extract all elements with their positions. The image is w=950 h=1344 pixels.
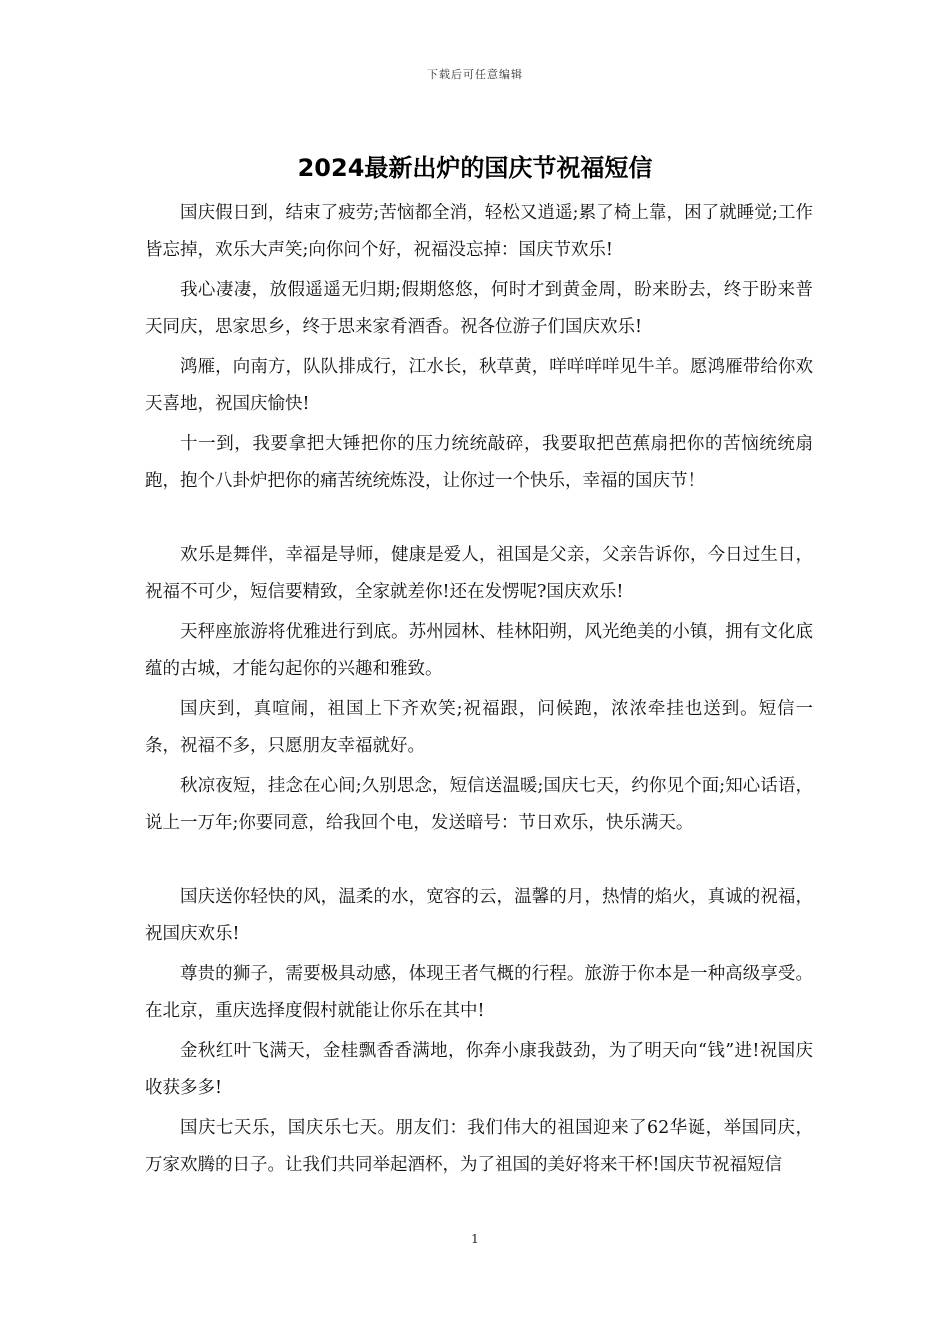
paragraph: 秋凉夜短，挂念在心间;久别思念，短信送温暖;国庆七天，约你见个面;知心话语，说上一万年;你要同意，给我回个电，发送暗号：节日欢乐，快乐满天。 xyxy=(145,776,813,833)
paragraph: 尊贵的狮子，需要极具动感，体现王者气概的行程。旅游于你本是一种高级享受。在北京，重庆选择度假村就能让你乐在其中! xyxy=(145,964,813,1021)
paragraph: 国庆到，真喧闹，祖国上下齐欢笑;祝福跟，问候跑，浓浓牵挂也送到。短信一条，祝福不多，只愿朋友幸福就好。 xyxy=(145,699,813,756)
paragraph: 国庆假日到，结束了疲劳;苦恼都全消，轻松又逍遥;累了椅上靠，困了就睡觉;工作皆忘掉，欢乐大声笑;向你问个好，祝福没忘掉：国庆节欢乐! xyxy=(145,203,813,260)
page-header: 下载后可任意编辑 xyxy=(427,68,523,81)
paragraph: 天秤座旅游将优雅进行到底。苏州园林、桂林阳朔，风光绝美的小镇，拥有文化底蕴的古城，才能勾起你的兴趣和雅致。 xyxy=(145,622,813,679)
paragraph: 十一到，我要拿把大锤把你的压力统统敲碎，我要取把芭蕉扇把你的苦恼统统扇跑，抱个八卦炉把你的痛苦统统炼没，让你过一个快乐，幸福的国庆节！ xyxy=(145,434,813,491)
paragraph: 鸿雁，向南方，队队排成行，江水长，秋草黄，咩咩咩咩见牛羊。愿鸿雁带给你欢天喜地，祝国庆愉快! xyxy=(145,357,813,414)
paragraph: 欢乐是舞伴，幸福是导师，健康是爱人，祖国是父亲，父亲告诉你，今日过生日，祝福不可少，短信要精致，全家就差你!还在发愣呢?国庆欢乐! xyxy=(145,545,813,602)
page-number: 1 xyxy=(471,1232,479,1246)
paragraph: 我心凄凄，放假遥遥无归期;假期悠悠，何时才到黄金周，盼来盼去，终于盼来普天同庆，思家思乡，终于思来家肴酒香。祝各位游子们国庆欢乐! xyxy=(145,280,813,337)
document-body xyxy=(145,195,813,1187)
paragraph: 国庆送你轻快的风，温柔的水，宽容的云，温馨的月，热情的焰火，真诚的祝福，祝国庆欢乐! xyxy=(145,887,813,944)
paragraph: 金秋红叶飞满天，金桂飘香香满地，你奔小康我鼓劲，为了明天向“钱”进!祝国庆收获多多! xyxy=(145,1041,813,1098)
paragraph: 国庆七天乐，国庆乐七天。朋友们：我们伟大的祖国迎来了62华诞，举国同庆，万家欢腾的日子。让我们共同举起酒杯，为了祖国的美好将来干杯!国庆节祝福短信 xyxy=(145,1118,813,1175)
document-title: 2024最新出炉的国庆节祝福短信 xyxy=(297,154,653,182)
